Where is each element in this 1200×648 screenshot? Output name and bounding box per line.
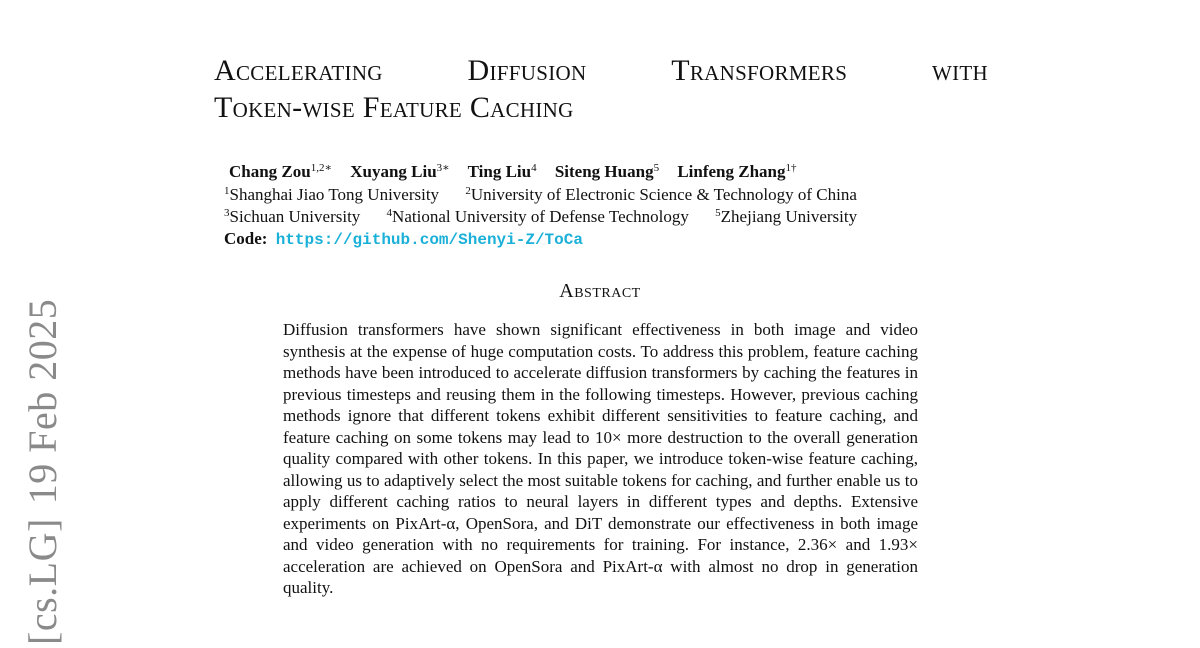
author-affil-marks: 1,2∗	[310, 162, 332, 174]
title-word: Accelerating	[214, 54, 383, 87]
author-affil-marks: 5	[653, 162, 660, 174]
affiliation-name: Zhejiang University	[720, 207, 858, 226]
author-name: Chang Zou	[229, 162, 311, 181]
title-word: with	[931, 54, 988, 87]
author-list	[229, 161, 811, 183]
affiliation-number: 2	[465, 185, 471, 197]
author	[677, 162, 796, 181]
author	[350, 162, 449, 181]
author-name: Linfeng Zhang	[677, 162, 786, 181]
author	[555, 162, 659, 181]
affiliation	[224, 185, 439, 204]
affiliation-name: National University of Defense Technology	[392, 207, 689, 226]
paper-title	[214, 52, 990, 126]
affiliation	[387, 207, 689, 226]
author	[468, 162, 537, 181]
title-word: Diffusion	[467, 54, 587, 87]
title-line-2: Token-wise Feature Caching	[214, 91, 574, 124]
affiliation-number: 1	[224, 185, 230, 197]
affiliation-number: 5	[715, 207, 721, 219]
author-affil-marks: 3∗	[436, 162, 450, 174]
affiliation-number: 3	[224, 207, 230, 219]
affiliations-line-2	[224, 206, 879, 228]
affiliation-name: Sichuan University	[229, 207, 361, 226]
affiliation-name: Shanghai Jiao Tong University	[229, 185, 440, 204]
author-affil-marks: 4	[531, 162, 537, 174]
affiliation-number: 4	[386, 207, 393, 219]
author-name: Siteng Huang	[554, 162, 654, 181]
title-word: Transformers	[671, 54, 848, 87]
affiliation	[224, 207, 360, 226]
title-line-1	[214, 52, 988, 89]
affiliation-name: University of Electronic Science & Technology of China	[470, 185, 857, 204]
code-label: Code:	[224, 229, 268, 248]
affiliation	[715, 207, 857, 226]
arxiv-date: 19 Feb 2025	[20, 298, 65, 505]
abstract-heading: Abstract	[559, 280, 641, 302]
author-name: Xuyang Liu	[350, 162, 437, 181]
author	[229, 162, 332, 181]
affiliation	[465, 185, 857, 204]
author-affil-marks: 1†	[785, 162, 797, 174]
author-name: Ting Liu	[467, 162, 532, 181]
arxiv-stamp	[20, 298, 65, 645]
code-repo-link[interactable]: https://github.com/Shenyi-Z/ToCa	[275, 231, 583, 249]
abstract-body: Diffusion transformers have shown significant effectiveness in both image and video synthesis at the expense of huge computation costs. To address this problem, feature caching methods have been introduced to accelerate diffusion transformers by caching the features in previous timesteps and reusing them in the following timesteps. However, previous caching methods ignore that different tokens exhibit different sensitivities to feature caching, and feature caching on some tokens may lead to 10× more destruction to the overall generation quality compared with other tokens. In this paper, we introduce token-wise feature caching, allowing us to adaptively select the most suitable tokens for caching, and further enable us to apply different caching ratios to neural layers in different types and depths. Extensive experiments on PixArt-α, OpenSora, and DiT demonstrate our effectiveness in both image and video generation with no requirements for training. For instance, 2.36× and 1.93× acceleration are achieved on OpenSora and PixArt-α with almost no drop in generation quality.	[283, 320, 918, 597]
affiliations-line-1	[224, 184, 879, 206]
arxiv-category: [cs.LG]	[20, 518, 65, 645]
code-line	[224, 228, 583, 251]
